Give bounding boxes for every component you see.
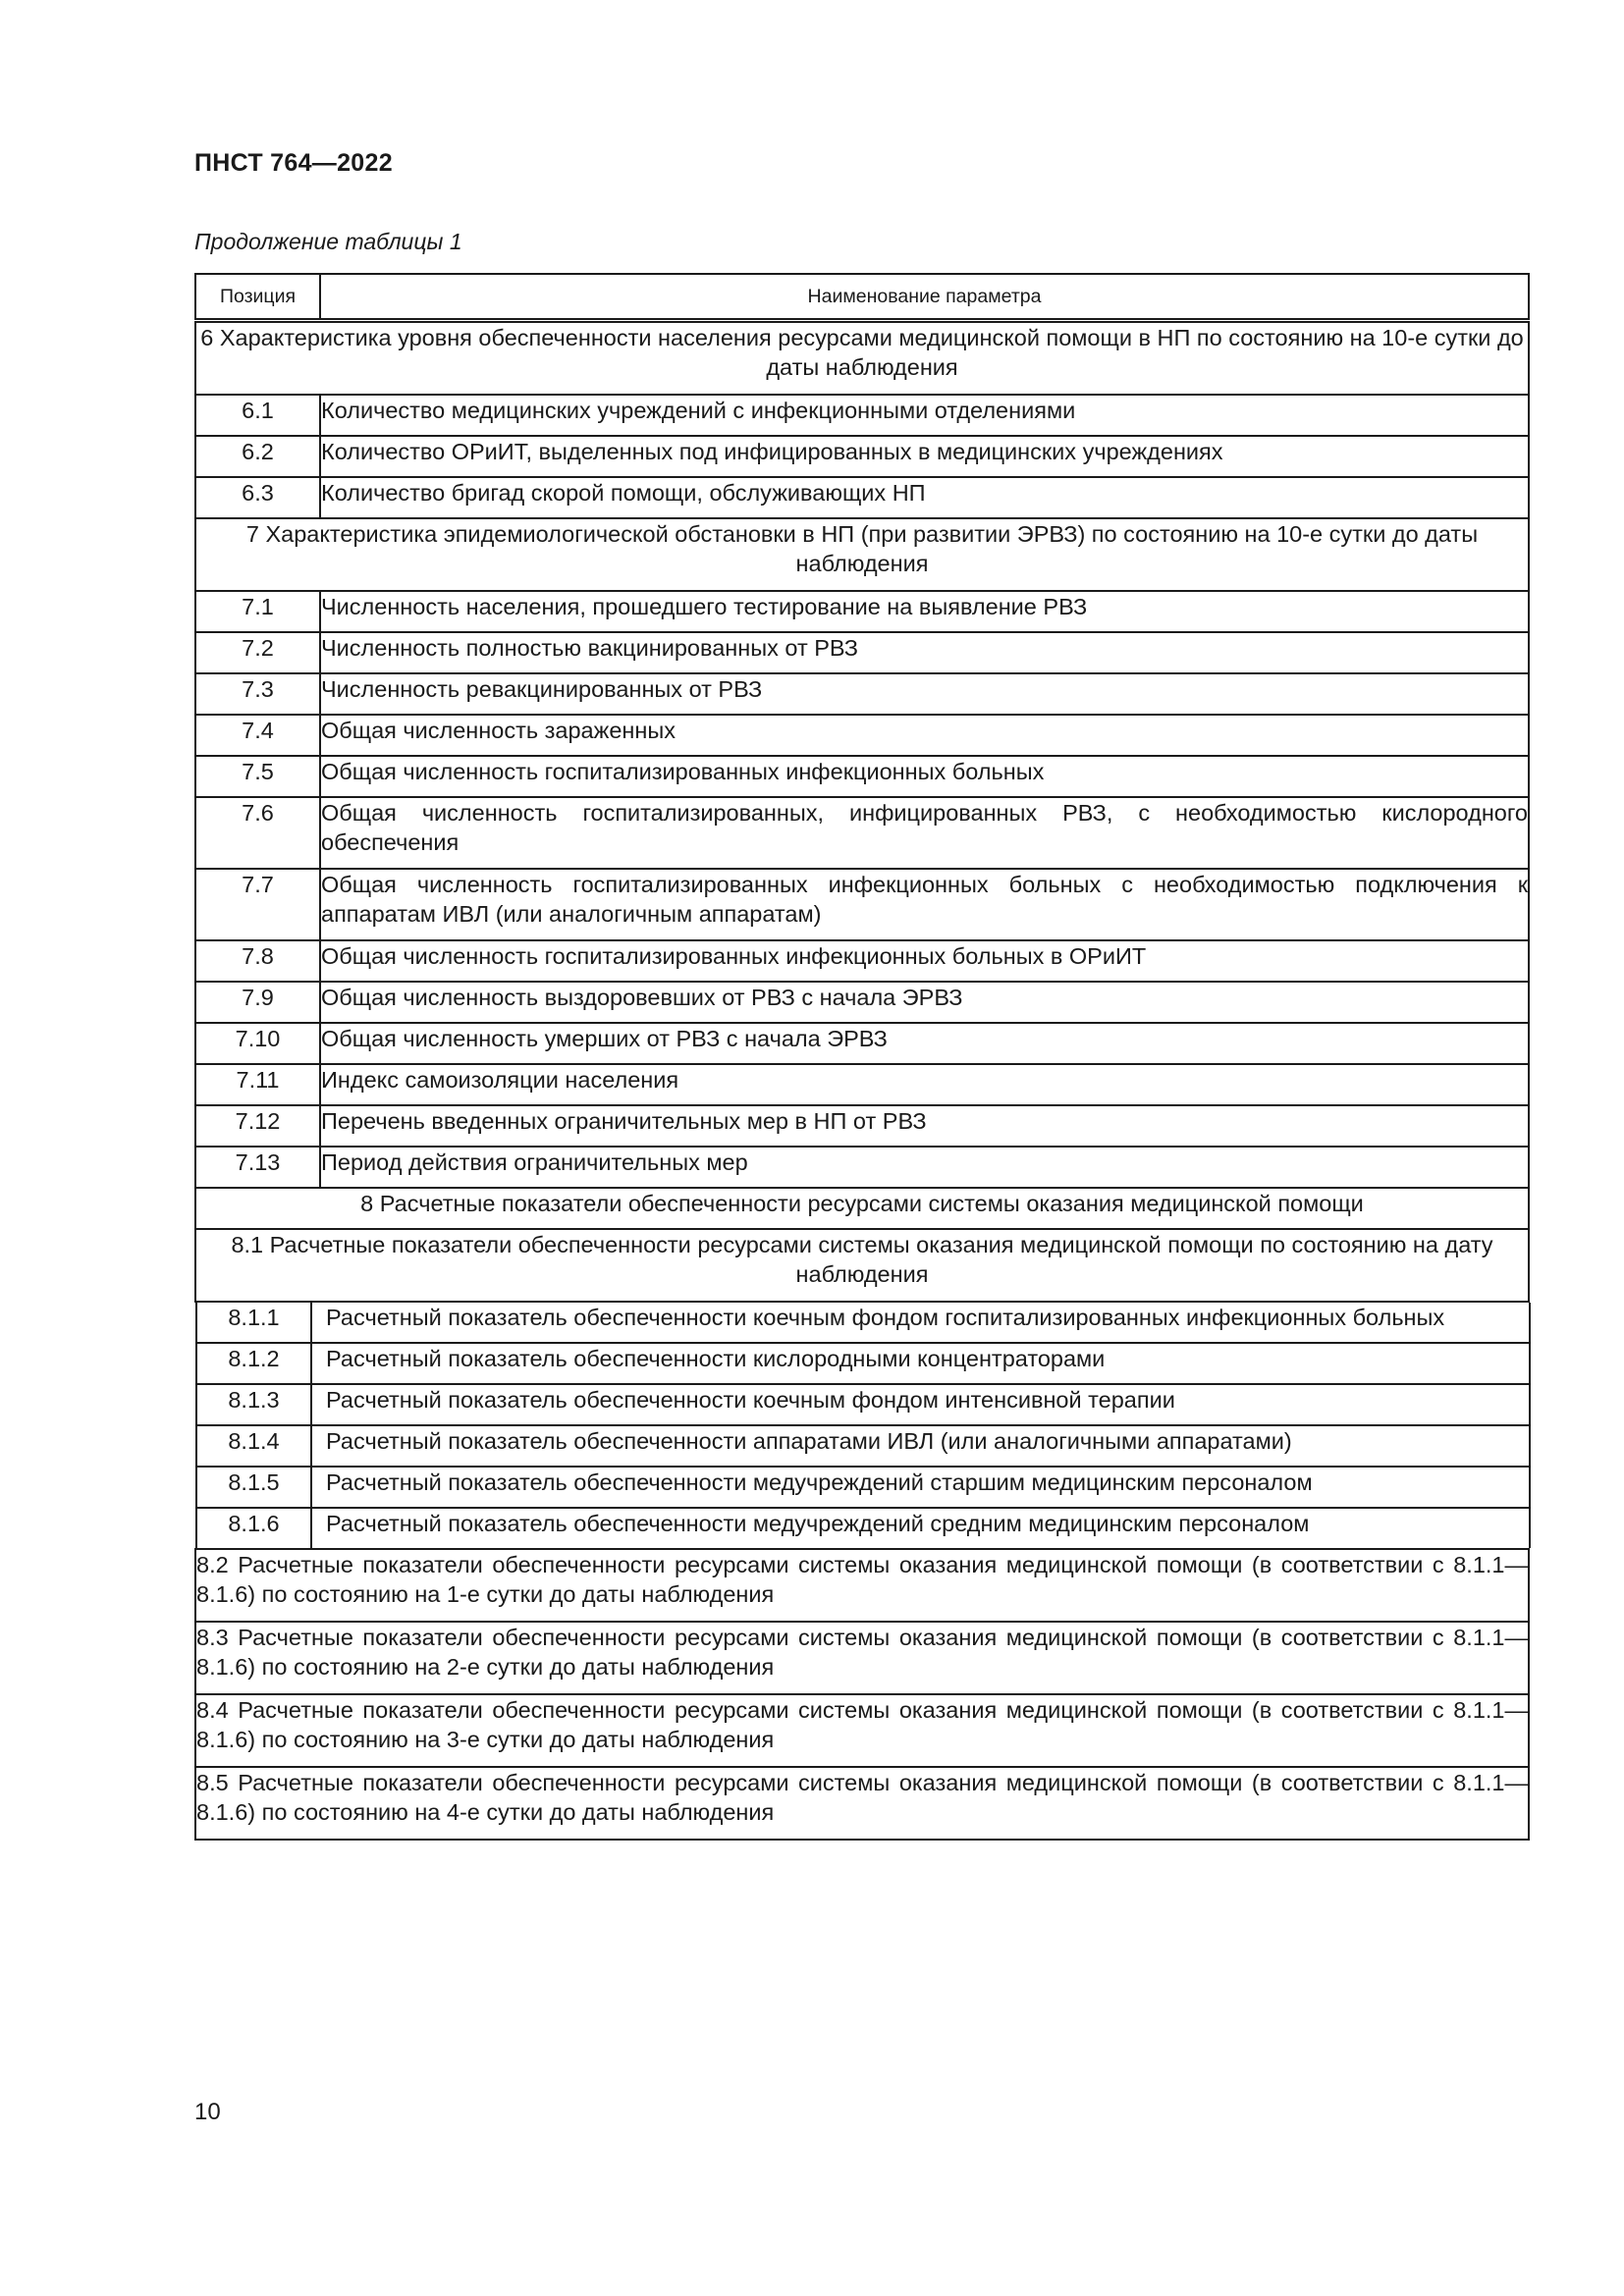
column-header-parameter: Наименование параметра: [320, 274, 1529, 321]
table-row: [195, 1147, 1529, 1188]
position-cell: 7.3: [195, 673, 320, 715]
table-row: [196, 1303, 1530, 1343]
parameter-cell: Расчетный показатель обеспеченности коечным фондом госпитализированных инфекционных больных: [311, 1303, 1530, 1343]
table-row: [195, 395, 1529, 436]
position-cell: 8.1.1: [196, 1303, 311, 1343]
parameter-cell: Расчетный показатель обеспеченности медучреждений старшим медицинским персоналом: [311, 1467, 1530, 1508]
parameter-cell: Расчетный показатель обеспеченности медучреждений средним медицинским персоналом: [311, 1508, 1530, 1548]
document-code: ПНСТ 764—2022: [194, 149, 393, 177]
table-row: [196, 1425, 1530, 1467]
table-row: [195, 869, 1529, 940]
position-cell: 7.1: [195, 591, 320, 632]
paragraph-row: [195, 1767, 1529, 1840]
position-cell: 7.5: [195, 756, 320, 797]
paragraph-row: [195, 1549, 1529, 1622]
parameter-cell: Количество медицинских учреждений с инфекционными отделениями: [320, 395, 1529, 436]
parameter-cell: Индекс самоизоляции населения: [320, 1064, 1529, 1105]
paragraph-row: [195, 1694, 1529, 1767]
table-row: [196, 1508, 1530, 1548]
parameter-cell: Количество ОРиИТ, выделенных под инфицированных в медицинских учреждениях: [320, 436, 1529, 477]
table-row: [195, 591, 1529, 632]
table-row: [196, 1467, 1530, 1508]
parameter-cell: Расчетный показатель обеспеченности кислородными концентраторами: [311, 1343, 1530, 1384]
position-cell: 7.8: [195, 940, 320, 982]
table-caption: Продолжение таблицы 1: [194, 229, 462, 254]
parameters-table: [194, 273, 1530, 1841]
position-cell: 7.6: [195, 797, 320, 869]
parameter-cell: Общая численность зараженных: [320, 715, 1529, 756]
position-cell: 7.12: [195, 1105, 320, 1147]
paragraph-8-3: 8.3 Расчетные показатели обеспеченности ресурсами системы оказания медицинской помощи (в соответствии с 8.1.1—8.1.6) по состоянию на 2-е сутки до даты наблюдения: [195, 1622, 1529, 1694]
table-row: [195, 982, 1529, 1023]
position-cell: 7.7: [195, 869, 320, 940]
parameter-cell: Перечень введенных ограничительных мер в НП от РВЗ: [320, 1105, 1529, 1147]
position-cell: 6.1: [195, 395, 320, 436]
position-cell: 7.4: [195, 715, 320, 756]
table-row: [195, 715, 1529, 756]
paragraph-8-2: 8.2 Расчетные показатели обеспеченности ресурсами системы оказания медицинской помощи (в соответствии с 8.1.1—8.1.6) по состоянию на 1-е сутки до даты наблюдения: [195, 1549, 1529, 1622]
section-row: [195, 1188, 1529, 1229]
section-row: [195, 321, 1529, 396]
position-cell: 8.1.2: [196, 1343, 311, 1384]
position-cell: 7.9: [195, 982, 320, 1023]
section-8-title: 8 Расчетные показатели обеспеченности ресурсами системы оказания медицинской помощи: [195, 1188, 1529, 1229]
section-row: [195, 518, 1529, 591]
parameter-cell: Количество бригад скорой помощи, обслуживающих НП: [320, 477, 1529, 518]
table-header-row: [195, 274, 1529, 321]
table-row: [195, 1064, 1529, 1105]
paragraph-8-5: 8.5 Расчетные показатели обеспеченности ресурсами системы оказания медицинской помощи (в соответствии с 8.1.1—8.1.6) по состоянию на 4-е сутки до даты наблюдения: [195, 1767, 1529, 1840]
subsection-8-1-table: [195, 1303, 1531, 1548]
table-row: [195, 673, 1529, 715]
table-row: [195, 1023, 1529, 1064]
position-cell: 8.1.4: [196, 1425, 311, 1467]
parameter-cell: Общая численность госпитализированных, инфицированных РВЗ, с необходимостью кислородного обеспечения: [320, 797, 1529, 869]
position-cell: 8.1.3: [196, 1384, 311, 1425]
parameter-cell: Общая численность госпитализированных инфекционных больных: [320, 756, 1529, 797]
table-row: [195, 477, 1529, 518]
parameter-cell: Общая численность госпитализированных инфекционных больных с необходимостью подключения к аппаратам ИВЛ (или аналогичным аппаратам): [320, 869, 1529, 940]
position-cell: 6.3: [195, 477, 320, 518]
paragraph-row: [195, 1622, 1529, 1694]
parameter-cell: Общая численность госпитализированных инфекционных больных в ОРиИТ: [320, 940, 1529, 982]
table-row: [195, 1105, 1529, 1147]
position-cell: 8.1.6: [196, 1508, 311, 1548]
parameter-cell: Расчетный показатель обеспеченности коечным фондом интенсивной терапии: [311, 1384, 1530, 1425]
position-cell: 7.11: [195, 1064, 320, 1105]
table-row: [195, 756, 1529, 797]
table-row: [195, 436, 1529, 477]
table-row: [195, 940, 1529, 982]
section-7-title: 7 Характеристика эпидемиологической обстановки в НП (при развитии ЭРВЗ) по состоянию на 10-е сутки до даты наблюдения: [195, 518, 1529, 591]
position-cell: 6.2: [195, 436, 320, 477]
parameter-cell: Период действия ограничительных мер: [320, 1147, 1529, 1188]
parameter-cell: Численность ревакцинированных от РВЗ: [320, 673, 1529, 715]
table-row: [196, 1384, 1530, 1425]
table-row: [195, 632, 1529, 673]
section-8-1-title: 8.1 Расчетные показатели обеспеченности ресурсами системы оказания медицинской помощи по состоянию на дату наблюдения: [195, 1229, 1529, 1302]
section-row: [195, 1229, 1529, 1302]
parameter-cell: Общая численность выздоровевших от РВЗ с начала ЭРВЗ: [320, 982, 1529, 1023]
position-cell: 7.2: [195, 632, 320, 673]
section-6-title: 6 Характеристика уровня обеспеченности населения ресурсами медицинской помощи в НП по состоянию на 10-е сутки до даты наблюдения: [195, 321, 1529, 396]
position-cell: 7.10: [195, 1023, 320, 1064]
page-number: 10: [194, 2099, 221, 2125]
parameter-cell: Численность полностью вакцинированных от РВЗ: [320, 632, 1529, 673]
position-cell: 7.13: [195, 1147, 320, 1188]
position-cell: 8.1.5: [196, 1467, 311, 1508]
table-row: [196, 1343, 1530, 1384]
parameter-cell: Расчетный показатель обеспеченности аппаратами ИВЛ (или аналогичными аппаратами): [311, 1425, 1530, 1467]
table-row: [195, 797, 1529, 869]
parameter-cell: Численность населения, прошедшего тестирование на выявление РВЗ: [320, 591, 1529, 632]
column-header-position: Позиция: [195, 274, 320, 321]
paragraph-8-4: 8.4 Расчетные показатели обеспеченности ресурсами системы оказания медицинской помощи (в соответствии с 8.1.1—8.1.6) по состоянию на 3-е сутки до даты наблюдения: [195, 1694, 1529, 1767]
parameter-cell: Общая численность умерших от РВЗ с начала ЭРВЗ: [320, 1023, 1529, 1064]
